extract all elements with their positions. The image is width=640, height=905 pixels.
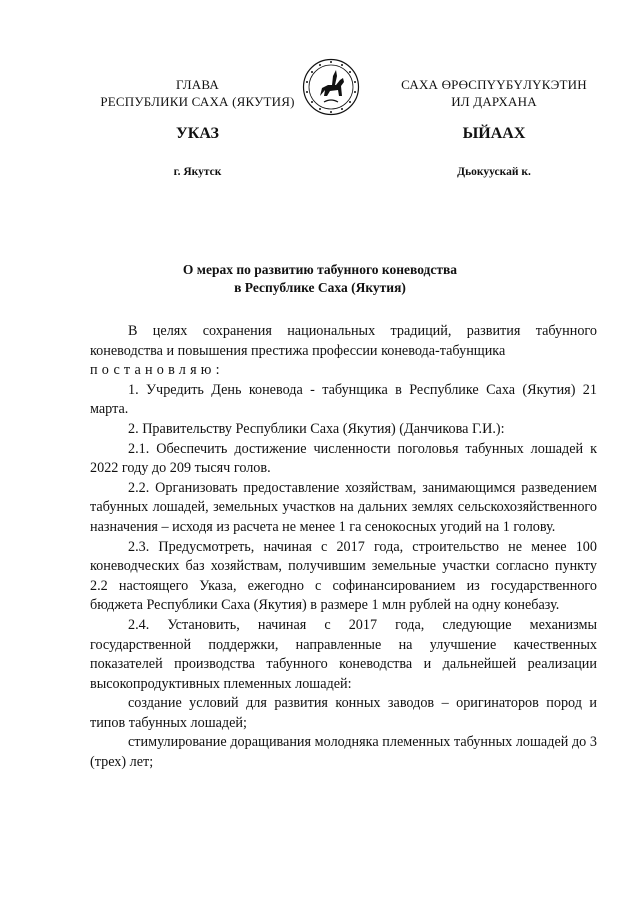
header-right xyxy=(378,76,610,110)
decree-word: постановляю: xyxy=(90,362,224,379)
header-right-line2: ИЛ ДАРХАНА xyxy=(451,94,537,109)
header-left-line1: ГЛАВА xyxy=(176,77,219,92)
item-2-3: 2.3. Предусмотреть, начиная с 2017 года, строительство не менее 100 коневодческих баз хозяйствам, получившим земельные участки согласно пункту 2.2 настоящего Указа, ежегодно с софинансированием из государственного бюджета Республики Саха (Якутия) в размере 1 млн рублей на одну конебазу. xyxy=(90,538,597,614)
decree-body xyxy=(90,322,597,773)
republic-emblem-icon xyxy=(302,58,360,116)
doc-type-sah: ЫЙААХ xyxy=(462,125,526,142)
city-sah: Дьокуускай к. xyxy=(457,166,531,178)
title-line2: в Республике Саха (Якутия) xyxy=(234,280,406,295)
item-2-1: 2.1. Обеспечить достижение численности поголовья табунных лошадей к 2022 году до 209 тысяч голов. xyxy=(90,440,597,477)
header-right-line1: САХА ӨРӨСПҮҮБҮЛҮКЭТИН xyxy=(401,77,587,92)
header-left-line2: РЕСПУБЛИКИ САХА (ЯКУТИЯ) xyxy=(100,94,295,109)
item-2: 2. Правительству Республики Саха (Якутия) (Данчикова Г.И.): xyxy=(128,420,505,437)
item-2-4-b: стимулирование доращивания молодняка племенных табунных лошадей до 3 (трех) лет; xyxy=(90,734,597,771)
title-line1: О мерах по развитию табунного коневодства xyxy=(182,262,458,277)
preamble: В целях сохранения национальных традиций, развития табунного коневодства и повышения престижа профессии коневода-табунщика xyxy=(90,323,597,359)
decree-title xyxy=(90,261,550,297)
item-2-2: 2.2. Организовать предоставление хозяйствам, занимающимся разведением табунных лошадей, земельных участков на дальних землях сельскохозяйственного назначения – исходя из расчета не менее 1 га сенокосных угодий на 1 голову. xyxy=(90,479,597,535)
header-left xyxy=(70,76,325,110)
item-2-4-a: создание условий для развития конных заводов – оригинаторов пород и типов табунных лошадей; xyxy=(90,695,597,731)
item-2-4: 2.4. Установить, начиная с 2017 года, следующие механизмы государственной поддержки, направленные на улучшение качественных показателей производства табунного коневодства и дальнейшей реализации высокопродуктивных племенных лошадей: xyxy=(90,616,597,692)
item-1: 1. Учредить День коневода - табунщика в Республике Саха (Якутия) 21 марта. xyxy=(90,381,597,418)
city-ru: г. Якутск xyxy=(173,166,222,178)
doc-type-ru: УКАЗ xyxy=(176,125,219,142)
